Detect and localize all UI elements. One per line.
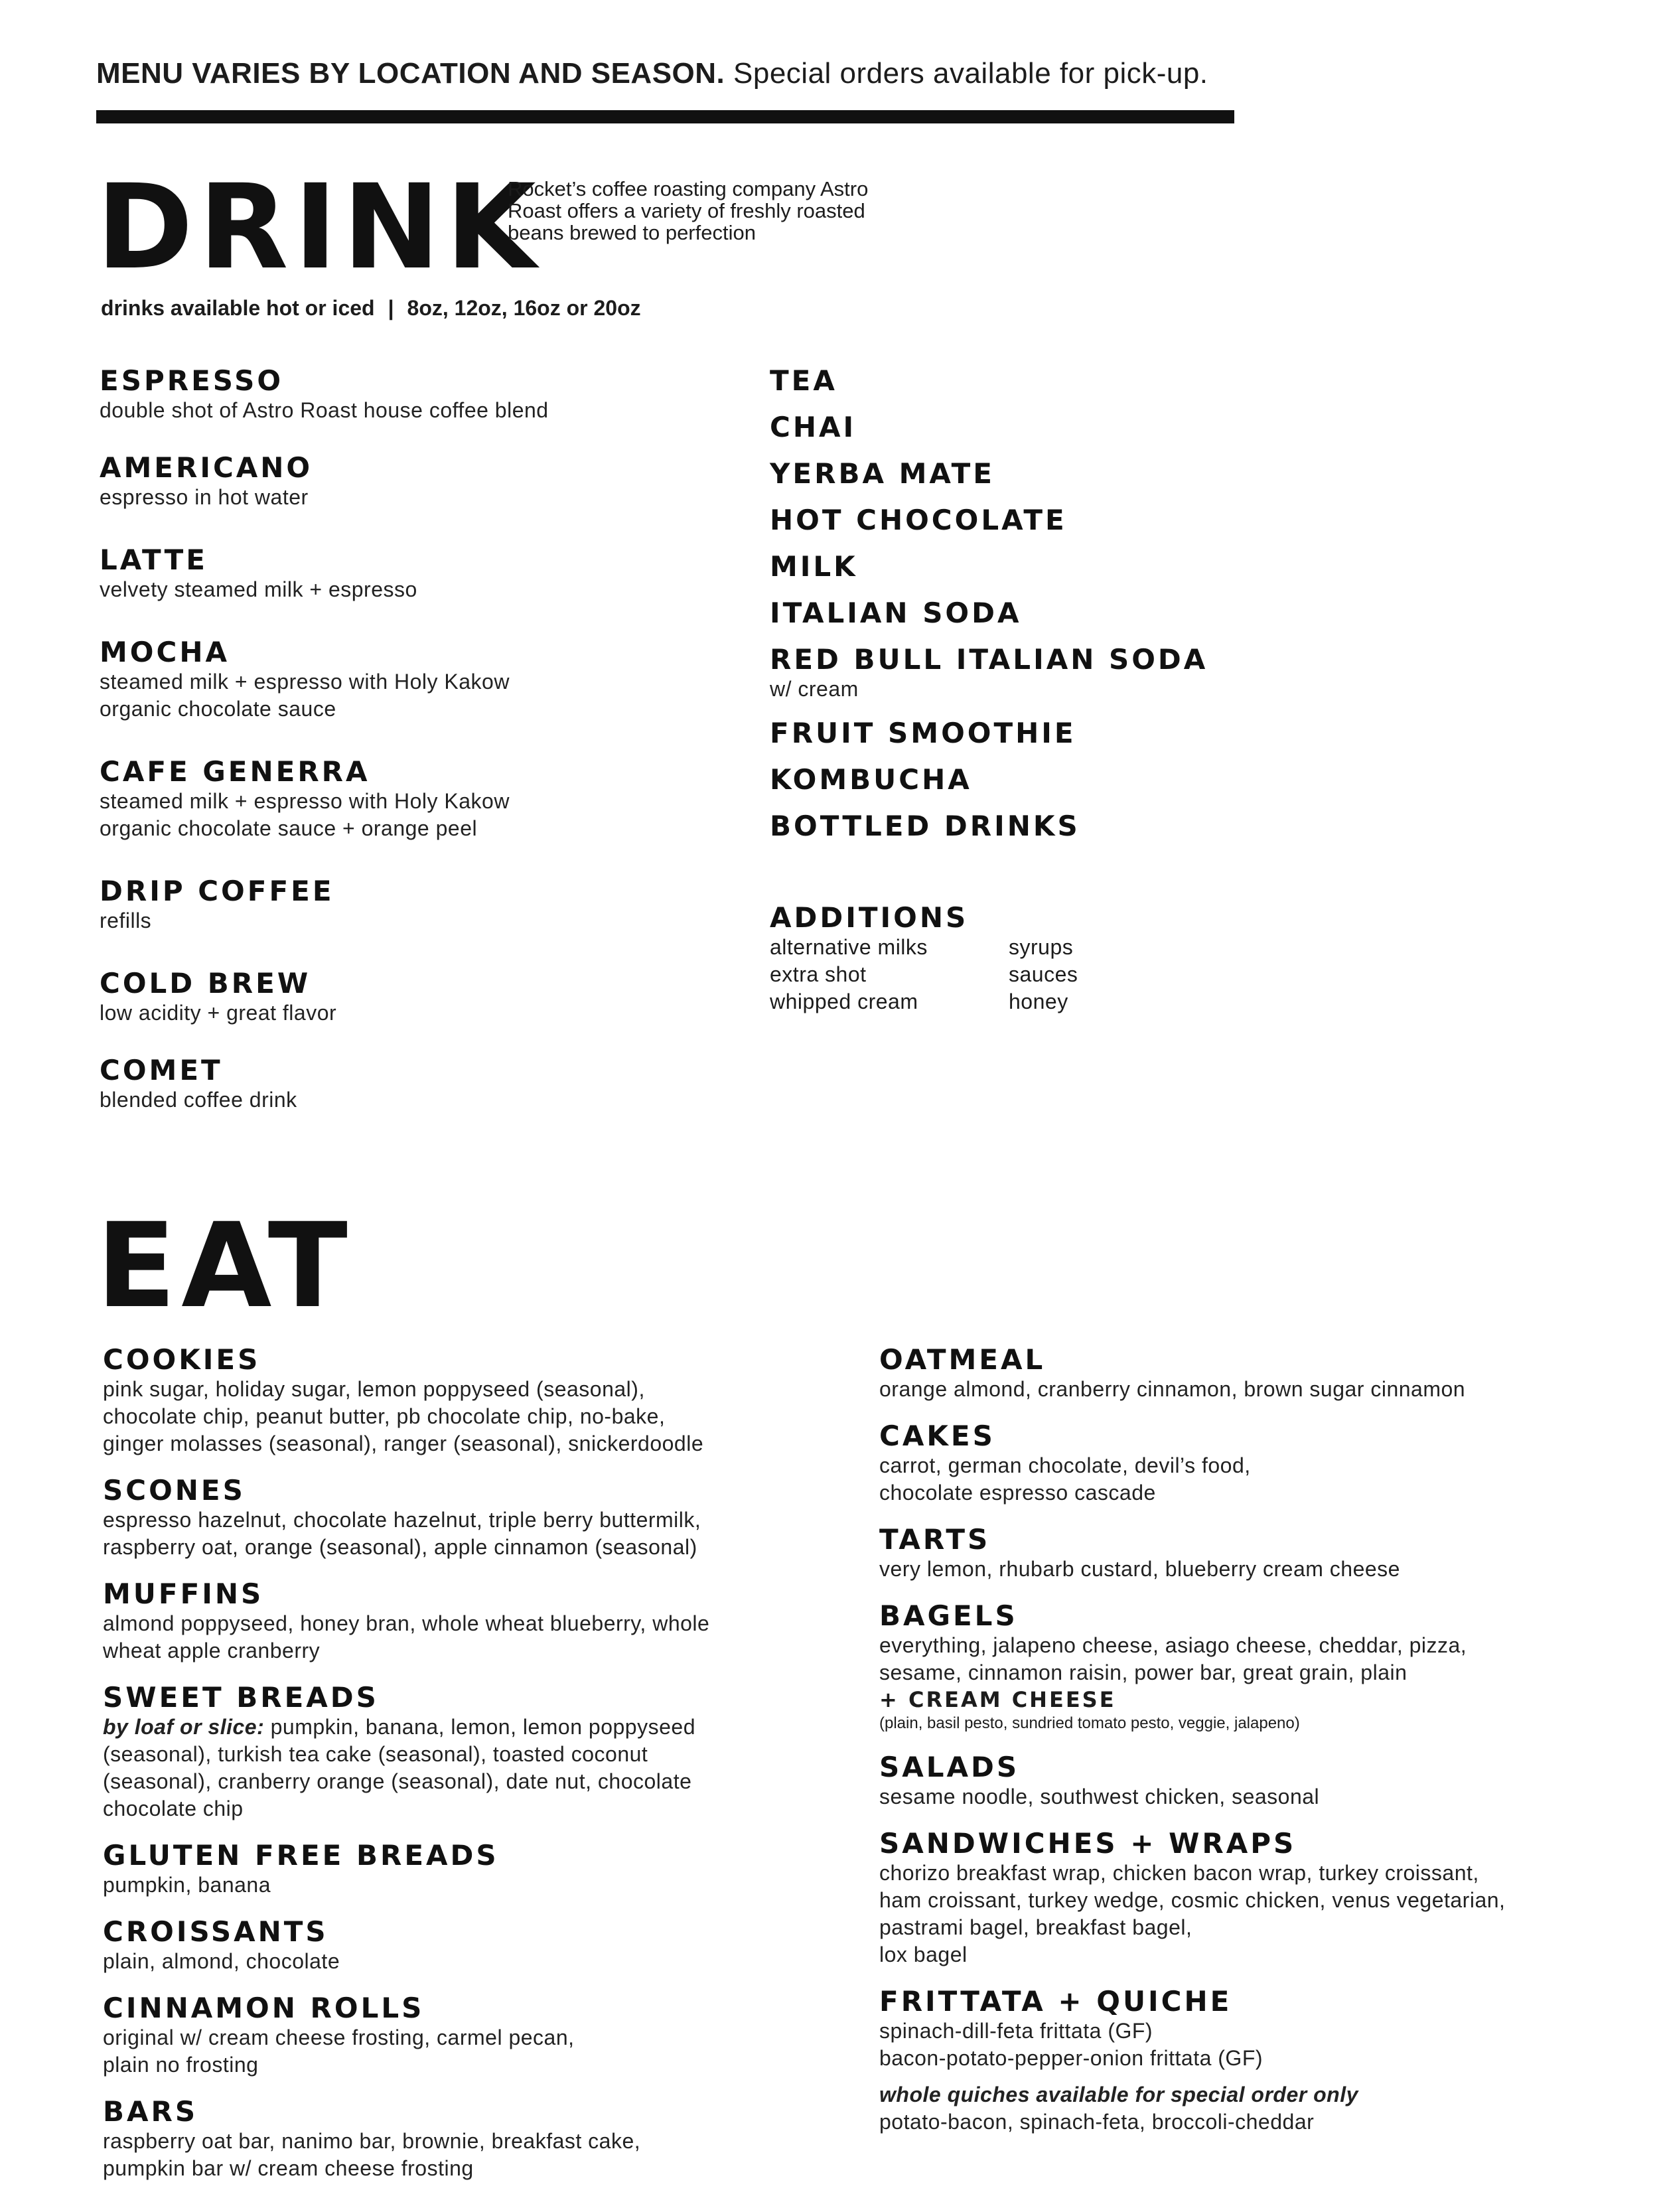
- food-item-desc: chorizo breakfast wrap, chicken bacon wrap, turkey croissant,: [879, 1861, 1479, 1885]
- food-item-desc: original w/ cream cheese frosting, carmel pecan,: [103, 2026, 575, 2049]
- drink-item: [770, 717, 1367, 749]
- drink-item: [100, 756, 763, 842]
- drink-item-name: LATTE: [100, 544, 208, 576]
- drink-item-name: MILK: [770, 550, 858, 583]
- drink-item: [100, 875, 763, 934]
- food-item: [879, 1420, 1609, 1507]
- food-item: [879, 1828, 1609, 1968]
- food-item-desc: everything, jalapeno cheese, asiago cheese, cheddar, pizza,: [879, 1633, 1467, 1657]
- drink-item-desc: velvety steamed milk + espresso: [100, 577, 417, 601]
- drink-item: [100, 968, 763, 1027]
- addition-option: whipped cream: [770, 990, 918, 1013]
- drink-item-desc: steamed milk + espresso with Holy Kakow: [100, 789, 510, 813]
- menu-notice-text: Special orders available for pick-up.: [733, 57, 1208, 90]
- food-item-name: CROISSANTS: [103, 1915, 328, 1948]
- additions-grid: [770, 934, 1367, 1015]
- drink-item: [770, 411, 1367, 443]
- drink-list-left: [100, 365, 763, 1142]
- drink-item-name: KOMBUCHA: [770, 763, 972, 796]
- food-item-desc: chocolate espresso cascade: [879, 1481, 1156, 1505]
- food-item-name: SANDWICHES + WRAPS: [879, 1827, 1297, 1860]
- additions-section: [770, 902, 1367, 1015]
- food-item-desc: chocolate chip, peanut butter, pb chocolate chip, no-bake,: [103, 1404, 666, 1428]
- drink-item-desc: double shot of Astro Roast house coffee blend: [100, 398, 549, 422]
- food-item: [879, 1524, 1609, 1583]
- food-item: [103, 1992, 866, 2079]
- food-item-desc: sesame, cinnamon raisin, power bar, great grain, plain: [879, 1660, 1407, 1684]
- food-item-name: OATMEAL: [879, 1343, 1046, 1376]
- food-item-desc: pumpkin, banana: [103, 1873, 271, 1897]
- drink-item-name: ESPRESSO: [100, 364, 284, 397]
- food-item-desc: wheat apple cranberry: [103, 1639, 321, 1662]
- drink-item: [770, 365, 1367, 397]
- drink-item-name: COMET: [100, 1054, 223, 1086]
- bagel-addon-options: (plain, basil pesto, sundried tomato pesto, veggie, jalapeno): [879, 1714, 1300, 1732]
- food-item-desc: plain no frosting: [103, 2053, 259, 2077]
- food-item-text: pumpkin, banana, lemon, lemon poppyseed: [264, 1715, 695, 1739]
- food-item-name: SALADS: [879, 1751, 1020, 1783]
- drink-item-name: ITALIAN SODA: [770, 597, 1022, 629]
- menu-notice: [96, 57, 1208, 90]
- availability-separator: |: [388, 296, 394, 320]
- drink-item-name: TEA: [770, 364, 837, 397]
- drink-section-title: DRINK: [96, 159, 541, 295]
- drink-list-right: [770, 365, 1367, 1015]
- eat-list-left: [103, 1344, 866, 2199]
- drink-item-name: DRIP COFFEE: [100, 875, 334, 907]
- food-item: [103, 1916, 866, 1975]
- addition-option: syrups: [1009, 935, 1074, 959]
- drink-item-desc: w/ cream: [770, 677, 859, 701]
- food-item-name: BAGELS: [879, 1599, 1018, 1632]
- food-item-desc: pastrami bagel, breakfast bagel,: [879, 1915, 1192, 1939]
- food-item-desc: ginger molasses (seasonal), ranger (seasonal), snickerdoodle: [103, 1432, 704, 1455]
- drink-item-name: MOCHA: [100, 636, 230, 668]
- food-item-name: TARTS: [879, 1523, 991, 1556]
- drink-item-desc: blended coffee drink: [100, 1088, 297, 1112]
- drink-item: [770, 597, 1367, 629]
- drink-item-desc: organic chocolate sauce: [100, 697, 336, 721]
- addition-option: sauces: [1009, 962, 1078, 986]
- food-item-desc: (seasonal), cranberry orange (seasonal), date nut, chocolate: [103, 1769, 692, 1793]
- drink-item: [770, 458, 1367, 490]
- drink-item: [100, 544, 763, 603]
- food-item-name: COOKIES: [103, 1343, 261, 1376]
- food-item-desc: (seasonal), turkish tea cake (seasonal), toasted coconut: [103, 1742, 648, 1766]
- food-item: [103, 2096, 866, 2182]
- food-item-name: FRITTATA + QUICHE: [879, 1985, 1232, 2018]
- drink-item-desc: refills: [100, 909, 152, 932]
- drink-item: [100, 365, 763, 424]
- food-item-name: SWEET BREADS: [103, 1681, 379, 1714]
- drink-sizes: 8oz, 12oz, 16oz or 20oz: [407, 296, 641, 320]
- drink-item-name: FRUIT SMOOTHIE: [770, 717, 1076, 749]
- addition-option: extra shot: [770, 962, 867, 986]
- drink-item: [770, 810, 1367, 842]
- eat-list-right: [879, 1344, 1609, 2153]
- food-item-desc: very lemon, rhubarb custard, blueberry cream cheese: [879, 1557, 1400, 1581]
- food-item: [103, 1578, 866, 1664]
- drink-item-name: CHAI: [770, 411, 857, 443]
- drink-item-name: BOTTLED DRINKS: [770, 810, 1080, 842]
- drink-item-desc: organic chocolate sauce + orange peel: [100, 816, 478, 840]
- availability-text: drinks available hot or iced: [101, 296, 375, 320]
- quiche-note: whole quiches available for special order only: [879, 2083, 1358, 2106]
- food-item: [103, 1682, 866, 1822]
- addition-option: alternative milks: [770, 935, 928, 959]
- food-item: [879, 1986, 1609, 2136]
- drink-item-desc: steamed milk + espresso with Holy Kakow: [100, 670, 510, 694]
- food-item-name: SCONES: [103, 1474, 246, 1507]
- food-item-name: BARS: [103, 2095, 198, 2128]
- menu-notice-bold: MENU VARIES BY LOCATION AND SEASON.: [96, 57, 725, 90]
- food-item-lead: by loaf or slice:: [103, 1715, 265, 1739]
- food-item-name: MUFFINS: [103, 1578, 264, 1610]
- food-item-desc: spinach-dill-feta frittata (GF): [879, 2019, 1153, 2043]
- drink-item: [100, 1055, 763, 1114]
- food-item-desc: pink sugar, holiday sugar, lemon poppyseed (seasonal),: [103, 1377, 645, 1401]
- food-item: [879, 1751, 1609, 1810]
- drink-item-desc: espresso in hot water: [100, 485, 309, 509]
- food-item-desc: [103, 1714, 866, 1741]
- food-item: [879, 1600, 1609, 1734]
- food-item-desc: potato-bacon, spinach-feta, broccoli-cheddar: [879, 2110, 1315, 2134]
- food-item-desc: lox bagel: [879, 1943, 968, 1966]
- food-item-desc: raspberry oat bar, nanimo bar, brownie, breakfast cake,: [103, 2129, 641, 2153]
- food-item-desc: orange almond, cranberry cinnamon, brown sugar cinnamon: [879, 1377, 1466, 1401]
- food-item-desc: pumpkin bar w/ cream cheese frosting: [103, 2156, 474, 2180]
- food-item-name: GLUTEN FREE BREADS: [103, 1839, 499, 1872]
- food-item: [103, 1840, 866, 1899]
- food-item-name: CINNAMON ROLLS: [103, 1992, 425, 2024]
- drink-item-name: RED BULL ITALIAN SODA: [770, 643, 1208, 676]
- food-item-desc: bacon-potato-pepper-onion frittata (GF): [879, 2046, 1263, 2070]
- drink-item: [770, 551, 1367, 583]
- drink-item-name: HOT CHOCOLATE: [770, 504, 1067, 536]
- drink-item-desc: low acidity + great flavor: [100, 1001, 337, 1025]
- header-divider: [96, 110, 1234, 123]
- food-item: [103, 1344, 866, 1457]
- drink-intro: Rocket’s coffee roasting company Astro Roast offers a variety of freshly roasted beans brewed to perfection: [508, 177, 869, 244]
- addition-option: honey: [1009, 990, 1068, 1013]
- eat-section-title: EAT: [96, 1198, 353, 1334]
- drink-item-name: CAFE GENERRA: [100, 755, 370, 788]
- food-item-desc: almond poppyseed, honey bran, whole wheat blueberry, whole: [103, 1611, 710, 1635]
- food-item-desc: carrot, german chocolate, devil’s food,: [879, 1453, 1251, 1477]
- drink-item: [100, 452, 763, 511]
- drink-availability: [101, 296, 641, 321]
- drink-item: [770, 644, 1367, 703]
- drink-item-name: COLD BREW: [100, 967, 311, 999]
- drink-item: [100, 636, 763, 723]
- food-item-name: CAKES: [879, 1420, 995, 1452]
- additions-title: ADDITIONS: [770, 901, 969, 934]
- food-item-desc: sesame noodle, southwest chicken, seasonal: [879, 1785, 1320, 1808]
- drink-item-name: YERBA MATE: [770, 457, 995, 490]
- food-item-desc: espresso hazelnut, chocolate hazelnut, triple berry buttermilk,: [103, 1508, 701, 1532]
- drink-item: [770, 764, 1367, 796]
- drink-item-name: AMERICANO: [100, 451, 313, 484]
- food-item-desc: raspberry oat, orange (seasonal), apple cinnamon (seasonal): [103, 1535, 697, 1559]
- food-item-desc: plain, almond, chocolate: [103, 1949, 340, 1973]
- food-item: [103, 1475, 866, 1561]
- bagel-addon-title: + CREAM CHEESE: [879, 1687, 1116, 1712]
- food-item: [879, 1344, 1609, 1403]
- food-item-desc: ham croissant, turkey wedge, cosmic chicken, venus vegetarian,: [879, 1888, 1506, 1912]
- drink-item: [770, 504, 1367, 536]
- food-item-desc: chocolate chip: [103, 1797, 244, 1820]
